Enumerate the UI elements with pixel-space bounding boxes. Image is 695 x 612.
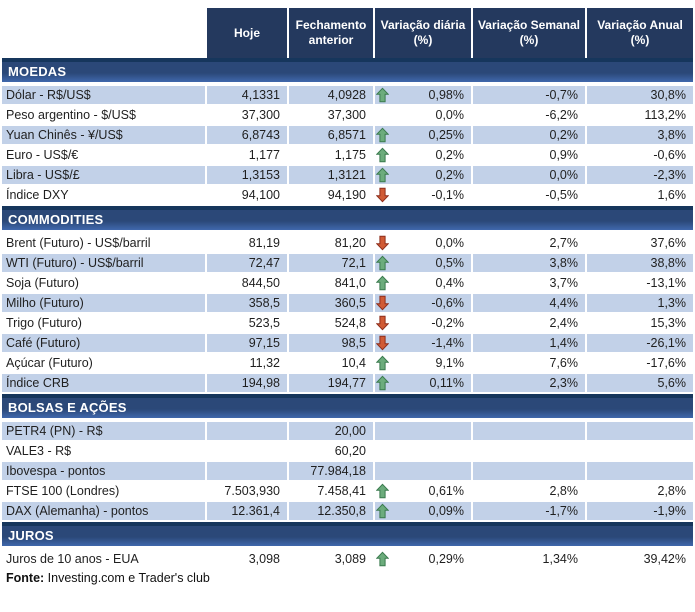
row-label: Peso argentino - $/US$ xyxy=(6,108,136,122)
column-header-variacao-diaria: Variação diária (%) xyxy=(375,8,471,58)
cell-variacao-semanal: -1,7% xyxy=(473,502,585,520)
cell-variacao-diaria xyxy=(375,334,471,352)
row-label: Milho (Futuro) xyxy=(2,294,205,312)
cell-variacao-semanal xyxy=(473,422,585,440)
row-label: WTI (Futuro) - US$/barril xyxy=(2,254,205,272)
variacao-diaria-value: 9,1% xyxy=(435,356,464,370)
cell-hoje xyxy=(207,442,287,460)
cell-hoje: 12.361,4 xyxy=(207,502,287,520)
cell-variacao-diaria xyxy=(375,186,471,204)
table-row-indice-dxy xyxy=(2,186,693,204)
cell-variacao-semanal: 2,4% xyxy=(549,316,578,330)
cell-fechamento-anterior: 3,089 xyxy=(334,552,366,566)
cell-hoje: 72,47 xyxy=(207,254,287,272)
cell-variacao-anual: -13,1% xyxy=(646,276,686,290)
cell-variacao-anual: 3,8% xyxy=(587,126,693,144)
cell-variacao-diaria xyxy=(375,374,471,392)
header-corner-spacer xyxy=(2,8,205,58)
table-row-trigo-futuro xyxy=(2,314,693,332)
cell-variacao-anual: -1,9% xyxy=(587,502,693,520)
cell-hoje: 7.503,930 xyxy=(224,484,280,498)
cell-variacao-diaria xyxy=(375,106,471,124)
cell-variacao-anual: 5,6% xyxy=(587,374,693,392)
row-label: Yuan Chinês - ¥/US$ xyxy=(2,126,205,144)
cell-fechamento-anterior: 77.984,18 xyxy=(289,462,373,480)
cell-variacao-anual: 1,3% xyxy=(587,294,693,312)
cell-fechamento-anterior: 37,300 xyxy=(327,108,366,122)
cell-fechamento-anterior: 360,5 xyxy=(289,294,373,312)
down-arrow-icon xyxy=(376,236,389,251)
row-label: Brent (Futuro) - US$/barril xyxy=(6,236,151,250)
up-arrow-icon xyxy=(376,148,389,163)
row-label: Dólar - R$/US$ xyxy=(2,86,205,104)
cell-fechamento-anterior: 524,8 xyxy=(334,316,366,330)
table-row-euro-us xyxy=(2,146,693,164)
cell-hoje: 3,098 xyxy=(248,552,280,566)
up-arrow-icon xyxy=(376,256,389,271)
cell-variacao-anual: 113,2% xyxy=(644,108,686,122)
up-arrow-icon xyxy=(376,376,389,391)
section-header-bolsas-e-acoes: BOLSAS E AÇÕES xyxy=(2,394,693,418)
cell-hoje: 4,1331 xyxy=(207,86,287,104)
section-header-moedas: MOEDAS xyxy=(2,58,693,82)
cell-variacao-semanal: 3,7% xyxy=(549,276,578,290)
cell-hoje xyxy=(207,462,287,480)
table-row-peso-argentino-us xyxy=(2,106,693,124)
cell-fechamento-anterior: 6,8571 xyxy=(289,126,373,144)
up-arrow-icon xyxy=(376,504,389,519)
cell-variacao-semanal: 2,7% xyxy=(549,236,578,250)
variacao-diaria-value: -0,6% xyxy=(431,296,464,310)
cell-fechamento-anterior: 12.350,8 xyxy=(289,502,373,520)
cell-variacao-diaria xyxy=(375,314,471,332)
cell-variacao-diaria xyxy=(375,294,471,312)
table-row-dax-alemanha-pontos xyxy=(2,502,693,520)
table-row-yuan-chines-us xyxy=(2,126,693,144)
table-row-indice-crb xyxy=(2,374,693,392)
cell-variacao-anual: -17,6% xyxy=(646,356,686,370)
cell-variacao-diaria xyxy=(375,550,471,568)
cell-fechamento-anterior: 10,4 xyxy=(341,356,366,370)
cell-variacao-semanal: 2,8% xyxy=(549,484,578,498)
row-label: Juros de 10 anos - EUA xyxy=(6,552,139,566)
variacao-diaria-value: 0,11% xyxy=(429,376,464,390)
cell-fechamento-anterior: 4,0928 xyxy=(289,86,373,104)
cell-variacao-anual: -26,1% xyxy=(587,334,693,352)
row-label: VALE3 - R$ xyxy=(6,444,72,458)
down-arrow-icon xyxy=(376,316,389,331)
row-label: Trigo (Futuro) xyxy=(6,316,82,330)
table-body xyxy=(2,58,693,568)
column-header-variacao-anual: Variação Anual (%) xyxy=(587,8,693,58)
variacao-diaria-value: -1,4% xyxy=(431,336,464,350)
cell-variacao-anual: -0,6% xyxy=(653,148,686,162)
cell-fechamento-anterior: 20,00 xyxy=(289,422,373,440)
section-header-commodities: COMMODITIES xyxy=(2,206,693,230)
cell-variacao-anual xyxy=(587,462,693,480)
cell-variacao-diaria xyxy=(375,482,471,500)
cell-fechamento-anterior: 94,190 xyxy=(327,188,366,202)
cell-variacao-diaria xyxy=(375,254,471,272)
cell-variacao-semanal xyxy=(473,462,585,480)
cell-hoje: 6,8743 xyxy=(207,126,287,144)
section-header-juros: JUROS xyxy=(2,522,693,546)
cell-variacao-semanal: -0,5% xyxy=(545,188,578,202)
cell-fechamento-anterior: 60,20 xyxy=(334,444,366,458)
cell-variacao-anual: 15,3% xyxy=(650,316,686,330)
cell-hoje: 1,177 xyxy=(248,148,280,162)
cell-variacao-semanal: -0,7% xyxy=(473,86,585,104)
cell-variacao-anual: 38,8% xyxy=(587,254,693,272)
table-row-juros-de-10-anos-eua xyxy=(2,550,693,568)
variacao-diaria-value: -0,2% xyxy=(431,316,464,330)
cell-fechamento-anterior: 841,0 xyxy=(334,276,366,290)
up-arrow-icon xyxy=(376,276,389,291)
cell-fechamento-anterior: 1,175 xyxy=(334,148,366,162)
cell-variacao-semanal: 4,4% xyxy=(473,294,585,312)
variacao-diaria-value: 0,25% xyxy=(428,128,464,142)
table-row-acucar-futuro xyxy=(2,354,693,372)
cell-variacao-diaria xyxy=(375,234,471,252)
cell-variacao-semanal: 0,2% xyxy=(473,126,585,144)
cell-variacao-anual: 2,8% xyxy=(657,484,686,498)
cell-variacao-diaria xyxy=(375,126,471,144)
cell-variacao-semanal: 2,3% xyxy=(473,374,585,392)
cell-variacao-anual xyxy=(587,422,693,440)
cell-hoje: 358,5 xyxy=(207,294,287,312)
up-arrow-icon xyxy=(376,128,389,143)
cell-hoje: 94,100 xyxy=(241,188,280,202)
cell-variacao-anual: 39,42% xyxy=(643,552,686,566)
variacao-diaria-value: 0,09% xyxy=(428,504,464,518)
cell-hoje: 523,5 xyxy=(248,316,280,330)
up-arrow-icon xyxy=(376,168,389,183)
cell-variacao-diaria xyxy=(375,354,471,372)
cell-variacao-semanal xyxy=(473,442,585,460)
row-label: Libra - US$/£ xyxy=(2,166,205,184)
cell-variacao-semanal: 1,4% xyxy=(473,334,585,352)
cell-variacao-diaria xyxy=(375,422,471,440)
column-header-hoje: Hoje xyxy=(207,8,287,58)
variacao-diaria-value: -0,1% xyxy=(431,188,464,202)
cell-variacao-semanal: 3,8% xyxy=(473,254,585,272)
variacao-diaria-value: 0,5% xyxy=(435,256,464,270)
table-row-wti-futuro-us-barril xyxy=(2,254,693,272)
cell-hoje: 81,19 xyxy=(248,236,280,250)
up-arrow-icon xyxy=(376,88,389,103)
cell-hoje: 194,98 xyxy=(207,374,287,392)
variacao-diaria-value: 0,2% xyxy=(435,168,464,182)
cell-variacao-anual: -2,3% xyxy=(587,166,693,184)
cell-variacao-diaria xyxy=(375,86,471,104)
cell-hoje: 37,300 xyxy=(241,108,280,122)
cell-fechamento-anterior: 7.458,41 xyxy=(317,484,366,498)
cell-variacao-semanal: 0,9% xyxy=(549,148,578,162)
row-label: Café (Futuro) xyxy=(2,334,205,352)
source-note xyxy=(2,571,693,585)
row-label: Ibovespa - pontos xyxy=(2,462,205,480)
table-row-milho-futuro xyxy=(2,294,693,312)
cell-hoje: 844,50 xyxy=(241,276,280,290)
cell-variacao-diaria xyxy=(375,502,471,520)
cell-hoje: 97,15 xyxy=(207,334,287,352)
cell-hoje xyxy=(207,422,287,440)
table-row-dolar-r-us xyxy=(2,86,693,104)
up-arrow-icon xyxy=(376,552,389,567)
row-label: Açúcar (Futuro) xyxy=(6,356,93,370)
cell-hoje: 11,32 xyxy=(249,356,280,370)
row-label: Índice CRB xyxy=(2,374,205,392)
up-arrow-icon xyxy=(376,356,389,371)
table-row-vale3-r xyxy=(2,442,693,460)
column-header-variacao-semanal: Variação Semanal (%) xyxy=(473,8,585,58)
variacao-diaria-value: 0,0% xyxy=(435,108,464,122)
cell-fechamento-anterior: 1,3121 xyxy=(289,166,373,184)
table-row-ftse-100-londres xyxy=(2,482,693,500)
table-row-ibovespa-pontos xyxy=(2,462,693,480)
cell-fechamento-anterior: 194,77 xyxy=(289,374,373,392)
down-arrow-icon xyxy=(376,296,389,311)
cell-fechamento-anterior: 98,5 xyxy=(289,334,373,352)
up-arrow-icon xyxy=(376,484,389,499)
cell-variacao-anual: 30,8% xyxy=(587,86,693,104)
source-text: Investing.com e Trader's club xyxy=(44,571,210,585)
variacao-diaria-value: 0,61% xyxy=(428,484,464,498)
variacao-diaria-value: 0,98% xyxy=(428,88,464,102)
row-label: Soja (Futuro) xyxy=(6,276,79,290)
variacao-diaria-value: 0,4% xyxy=(435,276,464,290)
cell-variacao-semanal: 7,6% xyxy=(549,356,578,370)
cell-variacao-diaria xyxy=(375,274,471,292)
cell-hoje: 1,3153 xyxy=(207,166,287,184)
cell-variacao-diaria xyxy=(375,146,471,164)
cell-variacao-semanal: 1,34% xyxy=(542,552,578,566)
table-header-row xyxy=(2,8,693,58)
variacao-diaria-value: 0,0% xyxy=(435,236,464,250)
cell-variacao-semanal: 0,0% xyxy=(473,166,585,184)
source-label: Fonte: xyxy=(6,571,45,585)
column-header-fechamento-anterior: Fechamento anterior xyxy=(289,8,373,58)
table-row-cafe-futuro xyxy=(2,334,693,352)
cell-variacao-anual: 37,6% xyxy=(650,236,686,250)
variacao-diaria-value: 0,2% xyxy=(435,148,464,162)
cell-fechamento-anterior: 81,20 xyxy=(334,236,366,250)
row-label: Índice DXY xyxy=(6,188,69,202)
cell-variacao-diaria xyxy=(375,462,471,480)
table-row-brent-futuro-us-barril xyxy=(2,234,693,252)
row-label: Euro - US$/€ xyxy=(6,148,79,162)
down-arrow-icon xyxy=(376,336,389,351)
row-label: DAX (Alemanha) - pontos xyxy=(2,502,205,520)
table-row-soja-futuro xyxy=(2,274,693,292)
row-label: PETR4 (PN) - R$ xyxy=(2,422,205,440)
cell-variacao-diaria xyxy=(375,442,471,460)
cell-variacao-semanal: -6,2% xyxy=(545,108,578,122)
cell-fechamento-anterior: 72,1 xyxy=(289,254,373,272)
cell-variacao-anual xyxy=(587,442,693,460)
cell-variacao-anual: 1,6% xyxy=(657,188,686,202)
table-row-libra-us xyxy=(2,166,693,184)
cell-variacao-diaria xyxy=(375,166,471,184)
variacao-diaria-value: 0,29% xyxy=(428,552,464,566)
table-row-petr4-pn-r xyxy=(2,422,693,440)
row-label: FTSE 100 (Londres) xyxy=(6,484,120,498)
down-arrow-icon xyxy=(376,188,389,203)
